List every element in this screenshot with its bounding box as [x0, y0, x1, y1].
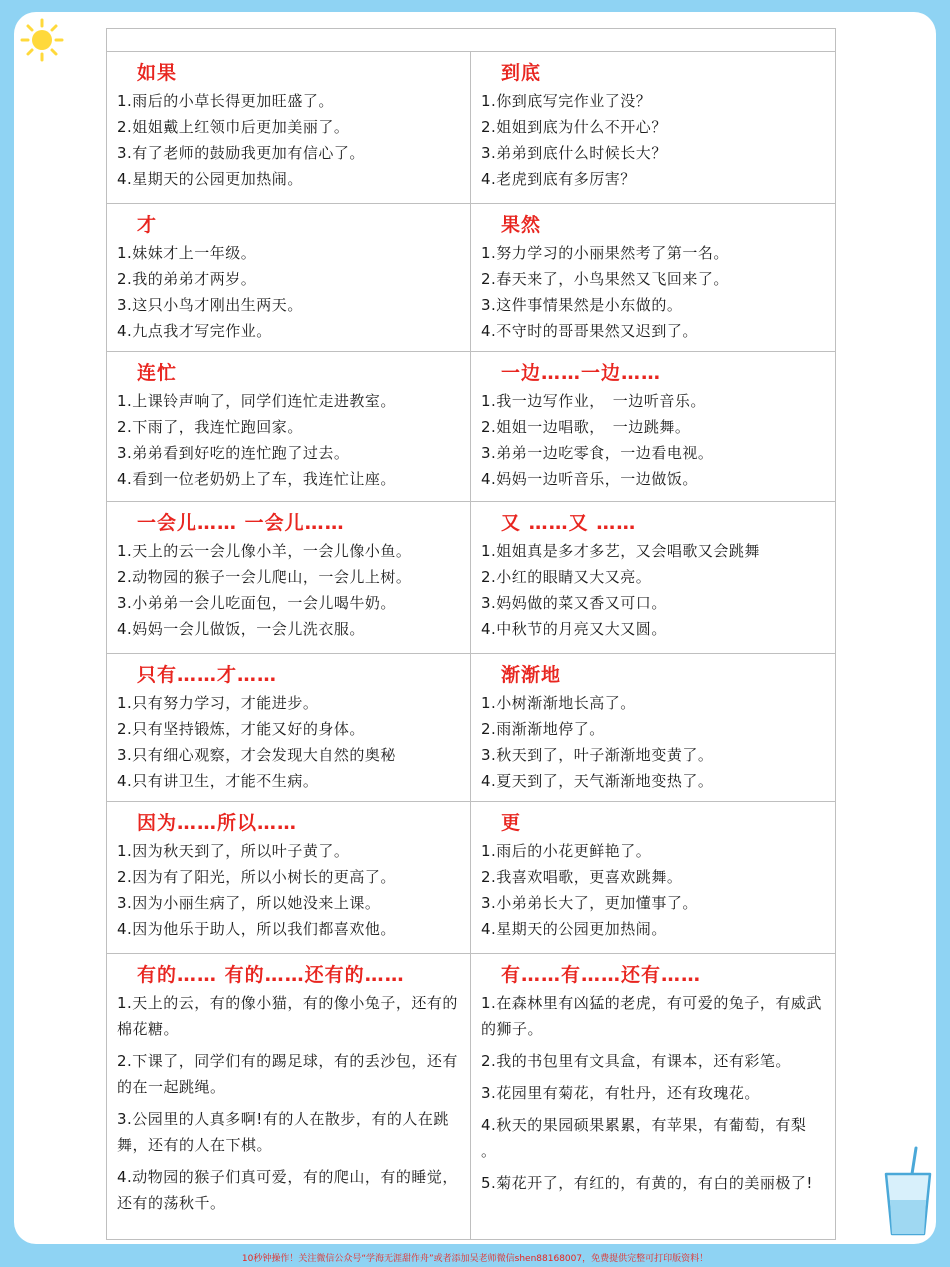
- example-sentence: 4.看到一位老奶奶上了车，我连忙让座。: [117, 470, 396, 488]
- example-sentence: 3.花园里有菊花，有牡丹，还有玫瑰花。: [481, 1084, 760, 1102]
- word-title: 果然: [501, 214, 542, 236]
- example-sentence: 3.秋天到了，叶子渐渐地变黄了。: [481, 746, 714, 764]
- example-sentence: 2.下雨了，我连忙跑回家。: [117, 418, 303, 436]
- example-sentence: 2.姐姐一边唱歌， 一边跳舞。: [481, 418, 691, 436]
- example-sentence: 1.努力学习的小丽果然考了第一名。: [481, 244, 729, 262]
- example-sentence: 1.小树渐渐地长高了。: [481, 694, 636, 712]
- word-title: 又 ……又 ……: [501, 512, 637, 534]
- word-cell-left: [107, 502, 471, 653]
- word-title: 因为……所以……: [137, 812, 298, 834]
- drink-cup-icon: [880, 1140, 936, 1240]
- example-sentence: 2.姐姐到底为什么不开心？: [481, 118, 667, 136]
- example-sentence: 4.只有讲卫生，才能不生病。: [117, 772, 319, 790]
- table-row: [107, 654, 835, 802]
- sentence-table: [106, 28, 836, 1240]
- example-sentence: 2.我的弟弟才两岁。: [117, 270, 257, 288]
- word-title: 如果: [137, 62, 178, 84]
- example-sentence: 4.动物园的猴子们真可爱，有的爬山，有的睡觉，还有的荡秋千。: [117, 1168, 458, 1212]
- word-title: 连忙: [137, 362, 178, 384]
- table-row: [107, 802, 835, 954]
- example-sentence: 3.这件事情果然是小东做的。: [481, 296, 683, 314]
- example-sentence: 1.天上的云一会儿像小羊，一会儿像小鱼。: [117, 542, 412, 560]
- word-cell-right: [471, 352, 835, 501]
- example-sentence: 3.有了老师的鼓励我更加有信心了。: [117, 144, 365, 162]
- example-sentence: 4.秋天的果园硕果累累，有苹果，有葡萄，有梨 。: [481, 1116, 807, 1160]
- example-sentence: 3.小弟弟长大了，更加懂事了。: [481, 894, 698, 912]
- table-row: [107, 954, 835, 1240]
- word-cell-right: [471, 204, 835, 351]
- example-sentence: 3.弟弟到底什么时候长大？: [481, 144, 667, 162]
- word-title: 有的…… 有的……还有的……: [137, 964, 405, 986]
- example-sentence: 3.弟弟一边吃零食，一边看电视。: [481, 444, 714, 462]
- table-row: [107, 52, 835, 204]
- word-title: 到底: [501, 62, 542, 84]
- example-sentence: 2.我喜欢唱歌，更喜欢跳舞。: [481, 868, 683, 886]
- word-cell-left: [107, 52, 471, 203]
- example-sentence: 1.因为秋天到了，所以叶子黄了。: [117, 842, 350, 860]
- example-sentence: 4.夏天到了，天气渐渐地变热了。: [481, 772, 714, 790]
- example-sentence: 4.星期天的公园更加热闹。: [117, 170, 303, 188]
- example-sentence: 2.雨渐渐地停了。: [481, 720, 605, 738]
- example-sentence: 2.下课了，同学们有的踢足球，有的丢沙包，还有的在一起跳绳。: [117, 1052, 458, 1096]
- word-cell-left: [107, 204, 471, 351]
- example-sentence: 4.老虎到底有多厉害？: [481, 170, 636, 188]
- word-title: 一会儿…… 一会儿……: [137, 512, 345, 534]
- word-cell-left: [107, 802, 471, 953]
- example-sentence: 1.在森林里有凶猛的老虎，有可爱的兔子，有威武的狮子。: [481, 994, 822, 1038]
- example-sentence: 3.公园里的人真多啊!有的人在散步，有的人在跳舞，还有的人在下棋。: [117, 1110, 449, 1154]
- example-sentence: 1.天上的云，有的像小猫，有的像小兔子，还有的棉花糖。: [117, 994, 458, 1038]
- example-sentence: 4.中秋节的月亮又大又圆。: [481, 620, 667, 638]
- word-title: 才: [137, 214, 158, 236]
- example-sentence: 1.只有努力学习，才能进步。: [117, 694, 319, 712]
- example-sentence: 3.只有细心观察，才会发现大自然的奥秘: [117, 746, 396, 764]
- word-title: 有……有……还有……: [501, 964, 702, 986]
- example-sentence: 3.小弟弟一会儿吃面包，一会儿喝牛奶。: [117, 594, 396, 612]
- example-sentence: 3.弟弟看到好吃的连忙跑了过去。: [117, 444, 350, 462]
- table-row: [107, 502, 835, 654]
- example-sentence: 2.只有坚持锻炼，才能又好的身体。: [117, 720, 365, 738]
- word-cell-right: [471, 654, 835, 801]
- example-sentence: 1.雨后的小草长得更加旺盛了。: [117, 92, 334, 110]
- word-cell-right: [471, 52, 835, 203]
- word-cell-right: [471, 502, 835, 653]
- table-row: [107, 352, 835, 502]
- example-sentence: 2.春天来了，小鸟果然又飞回来了。: [481, 270, 729, 288]
- word-title: 一边……一边……: [501, 362, 662, 384]
- word-cell-left: [107, 954, 471, 1240]
- example-sentence: 2.因为有了阳光，所以小树长的更高了。: [117, 868, 396, 886]
- example-sentence: 3.因为小丽生病了，所以她没来上课。: [117, 894, 381, 912]
- word-cell-left: [107, 654, 471, 801]
- sun-icon: [20, 18, 64, 62]
- footer-notice: 10秒钟操作！关注微信公众号“学海无涯甜作舟”或者添加吴老师微信shen88168007，免费提供完整可打印版资料！: [241, 1254, 709, 1264]
- example-sentence: 3.这只小鸟才刚出生两天。: [117, 296, 303, 314]
- example-sentence: 1.妹妹才上一年级。: [117, 244, 257, 262]
- table-top-strip: [107, 29, 835, 52]
- word-cell-right: [471, 954, 835, 1240]
- example-sentence: 2.动物园的猴子一会儿爬山，一会儿上树。: [117, 568, 412, 586]
- example-sentence: 2.姐姐戴上红领巾后更加美丽了。: [117, 118, 350, 136]
- example-sentence: 4.因为他乐于助人，所以我们都喜欢他。: [117, 920, 396, 938]
- example-sentence: 5.菊花开了，有红的，有黄的，有白的美丽极了!: [481, 1174, 813, 1192]
- example-sentence: 4.星期天的公园更加热闹。: [481, 920, 667, 938]
- example-sentence: 3.妈妈做的菜又香又可口。: [481, 594, 667, 612]
- example-sentence: 1.雨后的小花更鲜艳了。: [481, 842, 652, 860]
- example-sentence: 2.我的书包里有文具盒，有课本，还有彩笔。: [481, 1052, 791, 1070]
- word-cell-right: [471, 802, 835, 953]
- example-sentence: 4.妈妈一会儿做饭，一会儿洗衣服。: [117, 620, 365, 638]
- example-sentence: 1.你到底写完作业了没？: [481, 92, 652, 110]
- table-row: [107, 204, 835, 352]
- word-title: 更: [501, 812, 522, 834]
- example-sentence: 4.不守时的哥哥果然又迟到了。: [481, 322, 698, 340]
- word-cell-left: [107, 352, 471, 501]
- example-sentence: 4.九点我才写完作业。: [117, 322, 272, 340]
- example-sentence: 1.我一边写作业， 一边听音乐。: [481, 392, 706, 410]
- example-sentence: 1.上课铃声响了，同学们连忙走进教室。: [117, 392, 396, 410]
- word-title: 渐渐地: [501, 664, 562, 686]
- word-title: 只有……才……: [137, 664, 278, 686]
- example-sentence: 1.姐姐真是多才多艺，又会唱歌又会跳舞: [481, 542, 760, 560]
- example-sentence: 4.妈妈一边听音乐，一边做饭。: [481, 470, 698, 488]
- example-sentence: 2.小红的眼睛又大又亮。: [481, 568, 652, 586]
